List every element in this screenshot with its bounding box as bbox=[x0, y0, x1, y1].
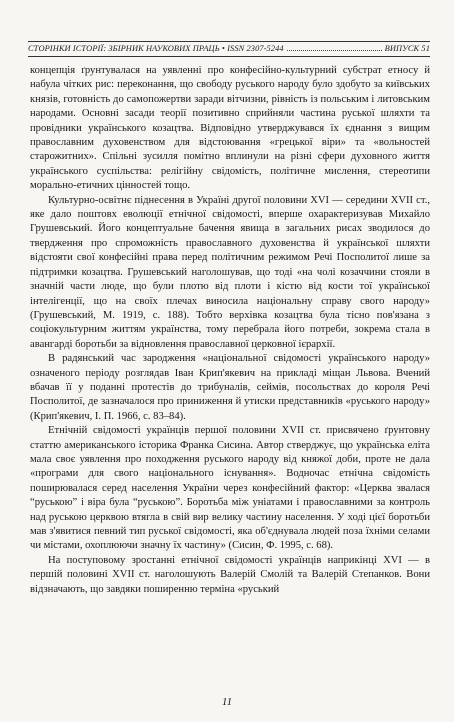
page-number: 11 bbox=[221, 696, 233, 708]
paragraph-1: концепція ґрунтувалася на уявленні про конфесійно-культурний субстрат етносу й набула чітких рис: переконання, що свободу руського народу було здобуто за київських князів, готовність до самопожертви заради вітчизни, рівність із польським і литовським народами. Основні засади теорії позитивно сприйняли частина руської шляхти та провідники українського козацтва. Відповідно утверджувався їх єднання з вищим православним духовенством для відстоювання «грецької віри» та «вольностей старожитних». Спільні зусилля помітно вплинули на різні сфери духовного життя українського суспільства: релігійну свідомість, політичне мислення, стереотипи морально-етичних цінностей тощо. bbox=[30, 65, 430, 192]
paragraph-3: В радянський час зародження «національної свідомості українського народу» означеного періоду розглядав Іван Крип'якевич на прикладі міщан Львова. Вчений вбачав її у поданні протестів до трибуналів, сеймів, посольствах до короля Речі Посполитої, де зазначалося про приниження й утиски представників «руського народу» (Крип'якевич, І. П. 1966, с. 83–84). bbox=[30, 353, 430, 422]
paragraph-5: На поступовому зростанні етнічної свідомості українців наприкінці XVI — в першій половині XVII ст. наголошують Валерій Смолій та Валерій Степанков. Вони відзначають, що завдяки поширенню терміна «руський bbox=[30, 554, 430, 595]
paragraph-4: Етнічній свідомості українців першої половини XVII ст. присвячено ґрунтовну статтю американського історика Франка Сисина. Автор стверджує, що українська еліта мала своє уявлення про походження руського народу від княжої доби, проте не дала «програми для свого національного існування». Водночас етнічна свідомість поширювалася серед населення України через конфесійний фактор: «Церква звалася “руською” і віра була “руською”. Боротьба між уніатами і православними за контроль над руською церквою втягла в свій вир велику частину населення. У ході цієї боротьби мав з'явитися певний тип руської свідомості, яка об'єднувала людей поза їхніми селами чи містами, охоплюючи значну їх частину» (Сисин, Ф. 1995, с. 68). bbox=[30, 425, 430, 552]
header-dot-leader bbox=[287, 50, 382, 51]
running-header bbox=[28, 44, 430, 53]
article-body bbox=[30, 64, 430, 597]
header-rule-bottom bbox=[28, 56, 430, 57]
issue-number: ВИПУСК 51 bbox=[384, 44, 430, 53]
journal-title: СТОРІНКИ ІСТОРІЇ: ЗБІРНИК НАУКОВИХ ПРАЦЬ • ISSN 2307-5244 bbox=[28, 44, 284, 53]
header-rule-top bbox=[28, 41, 430, 42]
paragraph-2: Культурно-освітнє піднесення в Україні другої половини XVI — середини XVII ст., яке дало поштовх еволюції етнічної свідомості, вперше охарактеризував Михайло Грушевський. Його концептуальне бачення явища в загальних рисах зводилося до твердження про спроможність православного духовенства й української шляхти відстояти свої конфесійні права перед політичним режимом Речі Посполитої лише за підтримки козацтва. Грушевський наголошував, що тоді «на чолі козаччини стояли в значній части люде, що були плотю від плоти і кістю від кости тої української інтелігенції, що на своїх плечах виносила національну справу свого народу» (Грушевський, М. 1919, с. 188). Тобто верхівка козацтва була тісно пов'язана з соціокультурним життям українства, тому перебрала його потреби, зокрема стала в авангарді боротьби за відновлення православної церковної ієрархії. bbox=[30, 194, 430, 350]
